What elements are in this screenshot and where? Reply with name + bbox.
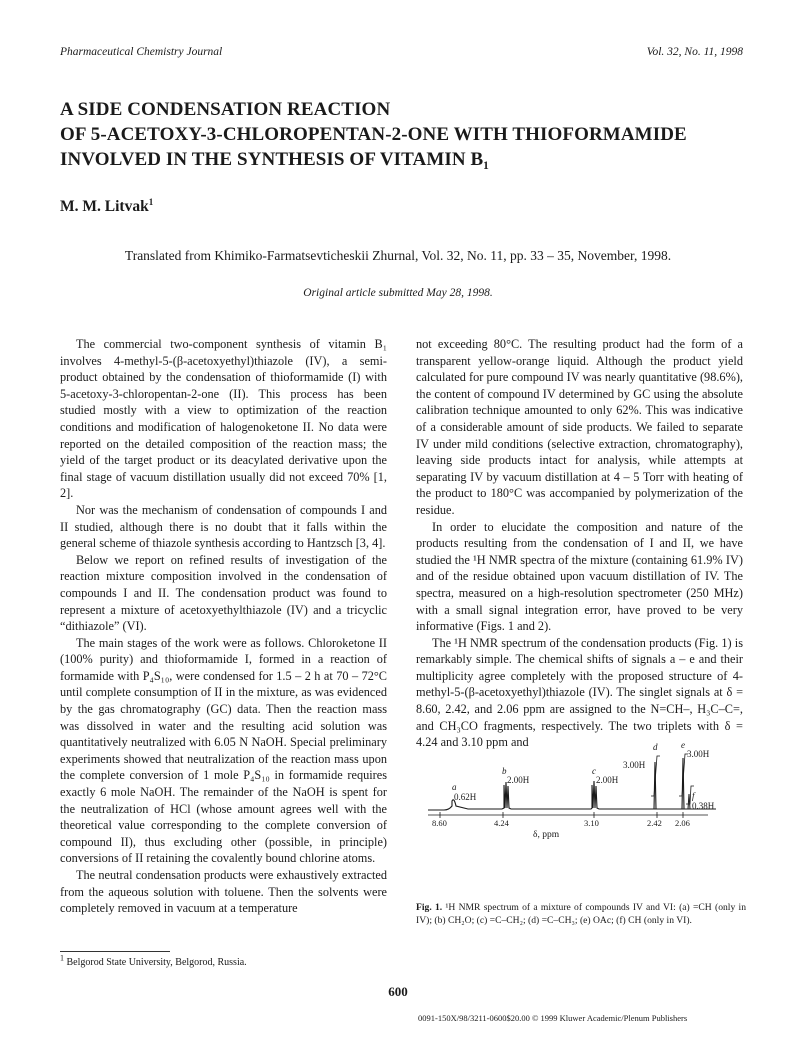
peak-integral-b: 2.00H bbox=[507, 775, 530, 785]
peak-letter-f: f bbox=[692, 791, 695, 801]
tick-label: 2.42 bbox=[647, 818, 662, 828]
journal-volume: Vol. 32, No. 11, 1998 bbox=[646, 46, 743, 58]
paragraph: Nor was the mechanism of condensation of compounds I and II studied, although there is no doubt that it falls within the general scheme of thiazole synthesis according to Hantzsch [3, 4]. bbox=[60, 502, 387, 551]
page-number: 600 bbox=[388, 984, 408, 999]
translation-note: Translated from Khimiko-Farmatsevticheskii Zhurnal, Vol. 32, No. 11, pp. 33 – 35, November, 1998. bbox=[124, 248, 672, 263]
author-footnote-mark: 1 bbox=[148, 196, 154, 207]
peak-letter-a: a bbox=[452, 782, 457, 792]
nmr-spectrum-figure bbox=[416, 738, 743, 896]
article-title bbox=[60, 97, 760, 172]
peak-letter-c: c bbox=[592, 766, 596, 776]
tick-label: 2.06 bbox=[675, 818, 690, 828]
tick-label: 4.24 bbox=[494, 818, 509, 828]
body-column-right bbox=[416, 336, 743, 751]
title-line-3: INVOLVED IN THE SYNTHESIS OF VITAMIN B₁ bbox=[60, 149, 490, 170]
title-line-2: OF 5-ACETOXY-3-CHLOROPENTAN-2-ONE WITH THIOFORMAMIDE bbox=[60, 124, 687, 145]
peak-integral-c: 2.00H bbox=[596, 775, 619, 785]
peak-integral-a: 0.62H bbox=[454, 792, 477, 802]
paragraph: Below we report on refined results of investigation of the reaction mixture composition involved in the condensation of compounds I and II. The condensation product was found to represent a mixture of acetoxyethylthiazole (IV) and a tricyclic “dithiazole” (VI). bbox=[60, 552, 387, 634]
submission-note: Original article submitted May 28, 1998. bbox=[303, 287, 493, 299]
peak-integral-f: 0.38H bbox=[692, 801, 715, 811]
paragraph: In order to elucidate the composition and nature of the products resulting from the condensation of I and II, we have studied the ¹H NMR spectra of the mixture (containing 61.9% IV) and of the residue obtained upon vacuum distillation of IV. The spectra, measured on a high-resolution spectrometer (250 MHz) with a small signal integration error, have proved to be very informative (Figs. 1 and 2). bbox=[416, 519, 743, 634]
peak-letter-d: d bbox=[653, 742, 658, 752]
peak-integral-d: 3.00H bbox=[623, 760, 646, 770]
paragraph: The commercial two-component synthesis of vitamin B₁ involves 4-methyl-5-(β-acetoxyethyl)thiazole (IV), a semi-product obtained by the condensation of thioformamide (I) with 5-acetoxy-3-chloropentan-2-one (II). This process has been studied mostly with a view to optimization of the reaction conditions and modification of halogenoketone II. No data were reported on the detailed composition of the reaction mass; the yield of the target product or its deacylated derivative upon the final stage of vacuum distillation usually did not exceed 70% [1, 2]. bbox=[60, 337, 387, 501]
author bbox=[60, 198, 153, 216]
footnote bbox=[60, 953, 247, 968]
body-column-left bbox=[60, 336, 387, 917]
peak-letter-b: b bbox=[502, 766, 507, 776]
tick-label: 8.60 bbox=[432, 818, 447, 828]
paragraph: The neutral condensation products were exhaustively extracted from the aqueous solution with toluene. Then the solvents were completely removed in vacuum at a temperature bbox=[60, 868, 387, 916]
paragraph: The ¹H NMR spectrum of the condensation products (Fig. 1) is remarkably simple. The chemical shifts of signals a – e and their multiplicity agree completely with the proposed structure of 4-methyl-5-(β-acetoxyethyl)thiazole (IV). The singlet signals at δ = 8.60, 2.42, and 2.06 ppm are assigned to the N=CH–, H₃C–C=, and CH₃CO fragments, respectively. The two triplets with δ = 4.24 and 3.10 ppm and bbox=[416, 635, 743, 750]
journal-name: Pharmaceutical Chemistry Journal bbox=[60, 46, 223, 58]
title-line-1: A SIDE CONDENSATION REACTION bbox=[60, 99, 391, 120]
footnote-text: Belgorod State University, Belgorod, Russia. bbox=[66, 957, 247, 968]
paragraph: not exceeding 80°C. The resulting product had the form of a transparent yellow-orange liquid. Although the product yield calculated for pure compound IV was nearly quantitative (98.6%), the content of compound IV determined by GC using the absolute calibration technique amounted to only 62%. This was indicative of a considerable amount of side products. We failed to separate IV under mild conditions (selective extraction, chromatography), leaving side products intact for analysis, while attempts at separating IV by vacuum distillation at 4 – 5 Torr with heating of the product to 180°C was accompanied by polymerization of the residue. bbox=[416, 337, 743, 517]
footnote-mark: 1 bbox=[60, 953, 64, 963]
peak-integral-e: 3.00H bbox=[687, 749, 710, 759]
tick-label: 3.10 bbox=[584, 818, 599, 828]
x-axis-label: δ, ppm bbox=[533, 830, 560, 840]
spectrum-peak-f bbox=[688, 794, 690, 809]
caption-label: Fig. 1. bbox=[416, 902, 443, 913]
footnote-divider bbox=[60, 951, 170, 952]
copyright-line: 0091-150X/98/3211-0600$20.00 © 1999 Kluwer Academic/Plenum Publishers bbox=[418, 1013, 688, 1023]
paragraph: The main stages of the work were as follows. Chloroketone II (100% purity) and thioformamide I, formed in a reaction of formamide with P₄S₁₀, were condensed for 1.5 – 2 h at 70 – 72°C until complete consumption of II in the mixture, as was evidenced by the gas chromatography (GC) data. Then the reaction mass was dissolved in water and the resulting acid solution was quantitatively neutralized with 6.05 N NaOH. Special preliminary experiments showed that neutralization of the reaction mass upon the complete conversion of 1 mole P₄S₁₀ in formamide requires exactly 6 mole NaOH. The remainder of the NaOH is spent for the neutralization of HCl (whose amount agrees well with the theoretical value corresponding to the complete conversion of compound II), thus excluding other (possible, in principle) conversions of II retaining the covalently bound chlorine atoms. bbox=[60, 635, 387, 866]
peak-letter-e: e bbox=[681, 740, 685, 750]
caption-text: ¹H NMR spectrum of a mixture of compounds IV and VI: (a) =CH (only in IV); (b) CH₂O; (c) =C–CH₂; (d) =C–CH₃; (e) OAc; (f) CH (only in VI). bbox=[416, 902, 746, 926]
author-name: M. M. Litvak bbox=[60, 198, 149, 215]
figure-caption bbox=[416, 902, 746, 927]
